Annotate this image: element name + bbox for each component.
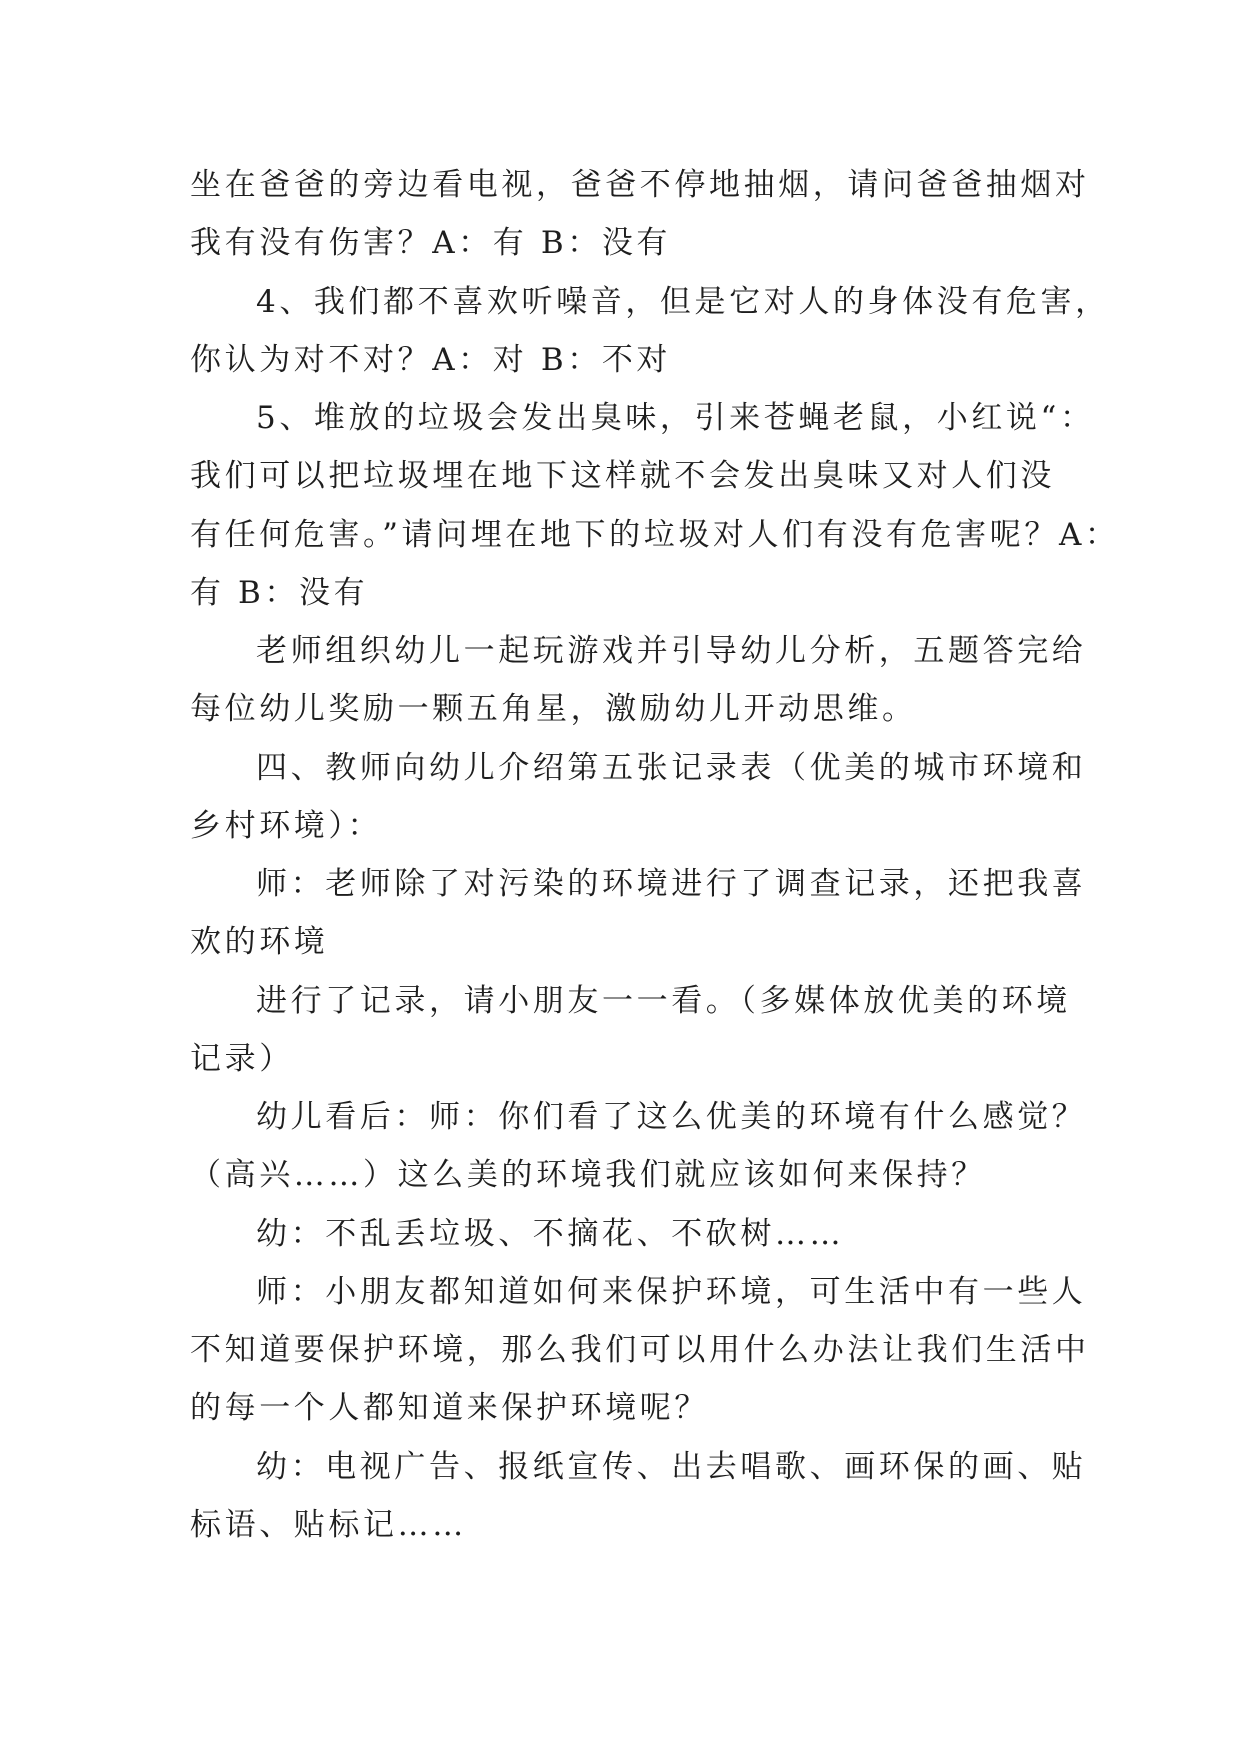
text-line: 幼：电视广告、报纸宣传、出去唱歌、画环保的画、贴: [256, 1449, 1087, 1485]
text-line: 乡村环境）：: [190, 808, 383, 844]
text-line: 4、我们都不喜欢听噪音，但是它对人的身体没有危害，: [256, 284, 1110, 320]
text-line: 坐在爸爸的旁边看电视，爸爸不停地抽烟，请问爸爸抽烟对: [190, 167, 1090, 203]
text-line: 每位幼儿奖励一颗五角星，激励幼儿开动思维。: [190, 691, 917, 727]
text-line: （高兴……）这么美的环境我们就应该如何来保持？: [190, 1157, 986, 1193]
text-line: 记录）: [190, 1041, 294, 1077]
text-line: 师：小朋友都知道如何来保护环境，可生活中有一些人: [256, 1274, 1087, 1310]
text-line: 标语、贴标记……: [190, 1507, 467, 1543]
text-line: 5、堆放的垃圾会发出臭味，引来苍蝇老鼠，小红说“：: [256, 400, 1095, 436]
text-line: 有任何危害。”请问埋在地下的垃圾对人们有没有危害呢？A：: [190, 517, 1120, 553]
text-line: 你认为对不对？A：对 B：不对: [190, 342, 672, 378]
text-line: 欢的环境: [190, 924, 329, 960]
text-line: 四、教师向幼儿介绍第五张记录表（优美的城市环境和: [256, 750, 1087, 786]
text-line: 幼：不乱丢垃圾、不摘花、不砍树……: [256, 1216, 845, 1252]
text-line: 我们可以把垃圾埋在地下这样就不会发出臭味又对人们没: [190, 458, 1055, 494]
text-line: 的每一个人都知道来保护环境呢？: [190, 1390, 709, 1426]
text-line: 不知道要保护环境，那么我们可以用什么办法让我们生活中: [190, 1332, 1090, 1368]
text-line: 老师组织幼儿一起玩游戏并引导幼儿分析，五题答完给: [256, 633, 1087, 669]
text-line: 有 B：没有: [190, 575, 369, 611]
text-line: 进行了记录，请小朋友一一看。（多媒体放优美的环境: [256, 983, 1071, 1019]
text-line: 幼儿看后：师：你们看了这么优美的环境有什么感觉？: [256, 1099, 1087, 1135]
text-line: 师：老师除了对污染的环境进行了调查记录，还把我喜: [256, 866, 1087, 902]
text-line: 我有没有伤害？A：有 B：没有: [190, 225, 672, 261]
